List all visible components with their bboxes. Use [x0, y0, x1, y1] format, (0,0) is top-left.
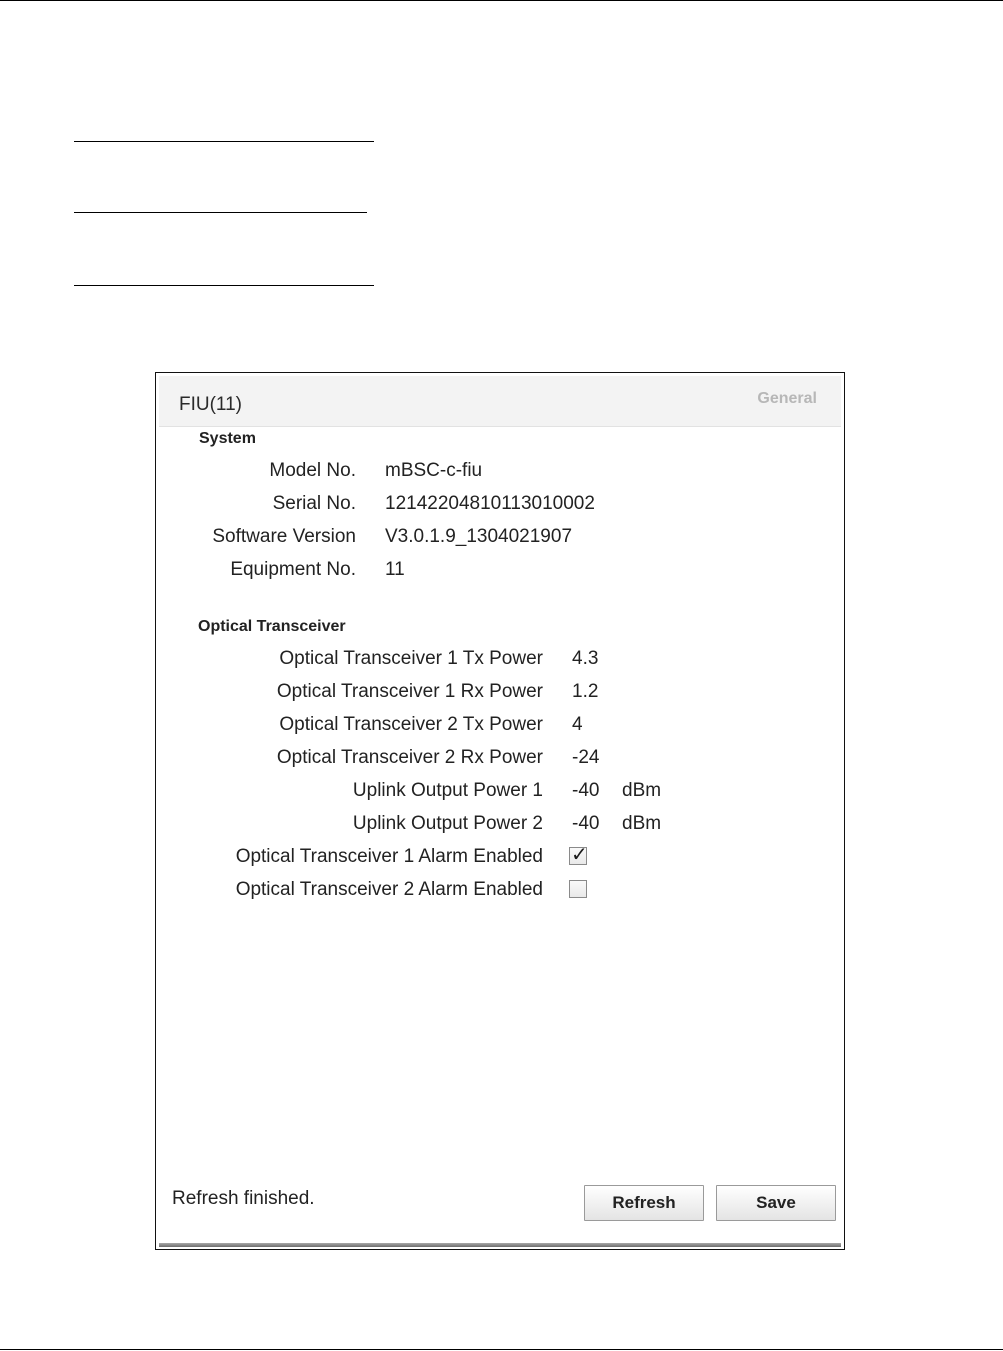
ot2-rx-power-value: -24 — [572, 747, 600, 768]
ot2-alarm-enabled-checkbox[interactable] — [569, 880, 587, 898]
serial-no-value: 12142204810113010002 — [385, 493, 595, 514]
status-message: Refresh finished. — [172, 1188, 315, 1209]
document-rule — [74, 285, 374, 286]
ot2-alarm-enabled-label: Optical Transceiver 2 Alarm Enabled — [235, 879, 543, 900]
serial-no-label: Serial No. — [272, 493, 356, 514]
tab-general[interactable]: General — [757, 390, 817, 407]
document-rule — [74, 212, 367, 213]
ot1-rx-power-label: Optical Transceiver 1 Rx Power — [276, 681, 543, 702]
ot2-rx-power-label: Optical Transceiver 2 Rx Power — [276, 747, 543, 768]
uplink-output-power-2-value: -40 — [572, 813, 600, 834]
system-section-heading: System — [199, 430, 256, 447]
page-top-rule — [0, 0, 1003, 1]
panel-bottom-bar — [159, 1243, 841, 1247]
panel-title: FIU(11) — [179, 394, 242, 415]
ot1-alarm-enabled-checkbox[interactable] — [569, 842, 588, 866]
ot2-tx-power-value: 4 — [572, 714, 583, 735]
ot1-rx-power-value: 1.2 — [572, 681, 599, 702]
ot1-alarm-enabled-label: Optical Transceiver 1 Alarm Enabled — [235, 846, 543, 867]
uplink-output-power-1-value: -40 — [572, 780, 600, 801]
checkmark-icon: ✓ — [571, 842, 588, 866]
ot1-tx-power-label: Optical Transceiver 1 Tx Power — [279, 648, 543, 669]
equipment-no-label: Equipment No. — [230, 559, 356, 580]
uplink-output-power-2-label: Uplink Output Power 2 — [352, 813, 543, 834]
model-no-value: mBSC-c-fiu — [385, 460, 483, 481]
panel-header — [159, 376, 841, 427]
uplink-output-power-2-unit: dBm — [622, 813, 662, 834]
uplink-output-power-1-unit: dBm — [622, 780, 662, 801]
page-bottom-rule — [0, 1349, 1003, 1350]
model-no-label: Model No. — [269, 460, 356, 481]
software-version-label: Software Version — [212, 526, 356, 547]
ot1-tx-power-value: 4.3 — [572, 648, 599, 669]
software-version-value: V3.0.1.9_1304021907 — [385, 526, 573, 547]
save-button[interactable]: Save — [716, 1185, 836, 1221]
fiu-properties-panel — [155, 372, 845, 1250]
uplink-output-power-1-label: Uplink Output Power 1 — [352, 780, 543, 801]
equipment-no-value: 11 — [385, 559, 405, 580]
optical-section-heading: Optical Transceiver — [198, 618, 346, 635]
document-rule — [74, 141, 374, 142]
refresh-button[interactable]: Refresh — [584, 1185, 704, 1221]
ot2-tx-power-label: Optical Transceiver 2 Tx Power — [279, 714, 543, 735]
